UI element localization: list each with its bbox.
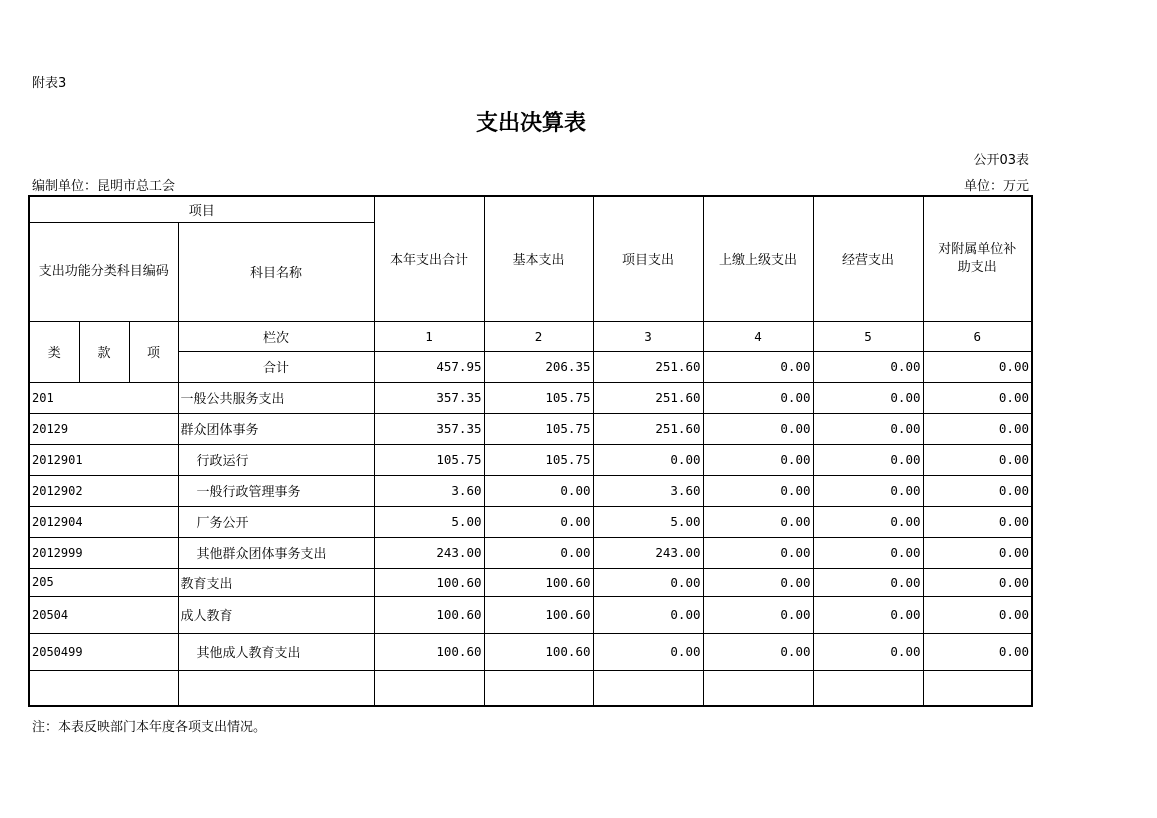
table-row [29,596,1032,633]
amount-cell: 0.00 [703,413,813,444]
subject-code: 2012901 [29,444,178,475]
amount-cell: 100.60 [484,596,593,633]
amount-cell: 5.00 [374,506,484,537]
amount-cell: 0.00 [923,475,1032,506]
subject-name: 一般行政管理事务 [178,475,374,506]
amount-cell: 0.00 [484,475,593,506]
amount-cell: 0.00 [703,475,813,506]
amount-cell: 243.00 [374,537,484,568]
empty-cell [374,670,484,706]
subject-code: 2012902 [29,475,178,506]
table-row [29,475,1032,506]
total-value: 206.35 [484,351,593,382]
subject-name: 成人教育 [178,596,374,633]
col-number: 2 [484,321,593,351]
amount-cell: 0.00 [923,633,1032,670]
header-item: 项目 [29,196,374,222]
amount-cell: 251.60 [593,413,703,444]
sub-kuan: 款 [79,321,129,382]
empty-cell [703,670,813,706]
amount-cell: 0.00 [703,506,813,537]
amount-cell: 0.00 [813,382,923,413]
col-number: 3 [593,321,703,351]
amount-cell: 105.75 [484,382,593,413]
total-row [29,351,1032,382]
table-row [29,506,1032,537]
lanci-label: 栏次 [178,321,374,351]
subject-name: 其他群众团体事务支出 [178,537,374,568]
header-business: 经营支出 [813,196,923,321]
col-number: 4 [703,321,813,351]
amount-cell: 0.00 [593,444,703,475]
total-value: 0.00 [923,351,1032,382]
amount-cell: 0.00 [813,413,923,444]
amount-cell: 0.00 [923,382,1032,413]
header-upper: 上缴上级支出 [703,196,813,321]
total-label: 合计 [178,351,374,382]
header-total: 本年支出合计 [374,196,484,321]
sub-xiang: 项 [129,321,178,382]
col-number: 1 [374,321,484,351]
total-value: 251.60 [593,351,703,382]
amount-cell: 0.00 [813,537,923,568]
table-row [29,568,1032,596]
subject-name: 群众团体事务 [178,413,374,444]
amount-cell: 0.00 [813,633,923,670]
amount-cell: 0.00 [593,568,703,596]
subject-name: 厂务公开 [178,506,374,537]
empty-row [29,670,1032,706]
page-title: 支出决算表 [475,111,586,136]
compiling-unit: 编制单位：昆明市总工会 [32,179,176,194]
amount-cell: 0.00 [923,568,1032,596]
footnote: 注：本表反映部门本年度各项支出情况。 [32,720,267,735]
empty-cell [484,670,593,706]
total-value: 457.95 [374,351,484,382]
amount-cell: 0.00 [813,444,923,475]
amount-cell: 100.60 [484,568,593,596]
table-row [29,382,1032,413]
table-row [29,413,1032,444]
total-value: 0.00 [703,351,813,382]
attachment-label: 附表3 [32,76,67,91]
amount-cell: 105.75 [484,444,593,475]
amount-cell: 0.00 [484,506,593,537]
amount-cell: 0.00 [923,537,1032,568]
subject-name: 其他成人教育支出 [178,633,374,670]
amount-cell: 0.00 [923,596,1032,633]
subject-name: 行政运行 [178,444,374,475]
column-number-row [29,321,1032,351]
amount-cell: 0.00 [923,506,1032,537]
amount-cell: 0.00 [703,633,813,670]
form-number: 公开03表 [973,153,1029,168]
subject-code: 20504 [29,596,178,633]
empty-cell [593,670,703,706]
amount-cell: 0.00 [813,596,923,633]
header-subsidy: 对附属单位补助支出 [923,196,1032,321]
subject-code: 201 [29,382,178,413]
amount-cell: 100.60 [374,633,484,670]
subject-code: 205 [29,568,178,596]
header-name: 科目名称 [178,222,374,321]
amount-cell: 3.60 [374,475,484,506]
table-row [29,633,1032,670]
col-number: 6 [923,321,1032,351]
amount-cell: 0.00 [703,568,813,596]
total-value: 0.00 [813,351,923,382]
sub-lei: 类 [29,321,79,382]
amount-cell: 0.00 [703,444,813,475]
empty-cell [813,670,923,706]
amount-cell: 0.00 [813,475,923,506]
amount-cell: 105.75 [484,413,593,444]
amount-cell: 0.00 [703,596,813,633]
amount-cell: 0.00 [923,413,1032,444]
header-project: 项目支出 [593,196,703,321]
amount-cell: 357.35 [374,413,484,444]
amount-cell: 251.60 [593,382,703,413]
amount-cell: 0.00 [813,506,923,537]
table-row [29,444,1032,475]
empty-cell [178,670,374,706]
amount-cell: 0.00 [484,537,593,568]
amount-cell: 0.00 [703,537,813,568]
amount-cell: 0.00 [593,596,703,633]
amount-cell: 243.00 [593,537,703,568]
amount-cell: 357.35 [374,382,484,413]
amount-cell: 105.75 [374,444,484,475]
col-number: 5 [813,321,923,351]
amount-cell: 100.60 [484,633,593,670]
amount-cell: 5.00 [593,506,703,537]
empty-cell [29,670,178,706]
subject-code: 2050499 [29,633,178,670]
amount-cell: 3.60 [593,475,703,506]
amount-cell: 0.00 [593,633,703,670]
header-code: 支出功能分类科目编码 [29,222,178,321]
currency-unit: 单位：万元 [963,179,1029,194]
amount-cell: 0.00 [923,444,1032,475]
subject-code: 20129 [29,413,178,444]
amount-cell: 100.60 [374,568,484,596]
amount-cell: 100.60 [374,596,484,633]
expenditure-table [28,195,1033,707]
header-basic: 基本支出 [484,196,593,321]
subject-code: 2012904 [29,506,178,537]
table-row [29,537,1032,568]
amount-cell: 0.00 [703,382,813,413]
amount-cell: 0.00 [813,568,923,596]
subject-name: 教育支出 [178,568,374,596]
subject-code: 2012999 [29,537,178,568]
empty-cell [923,670,1032,706]
subject-name: 一般公共服务支出 [178,382,374,413]
